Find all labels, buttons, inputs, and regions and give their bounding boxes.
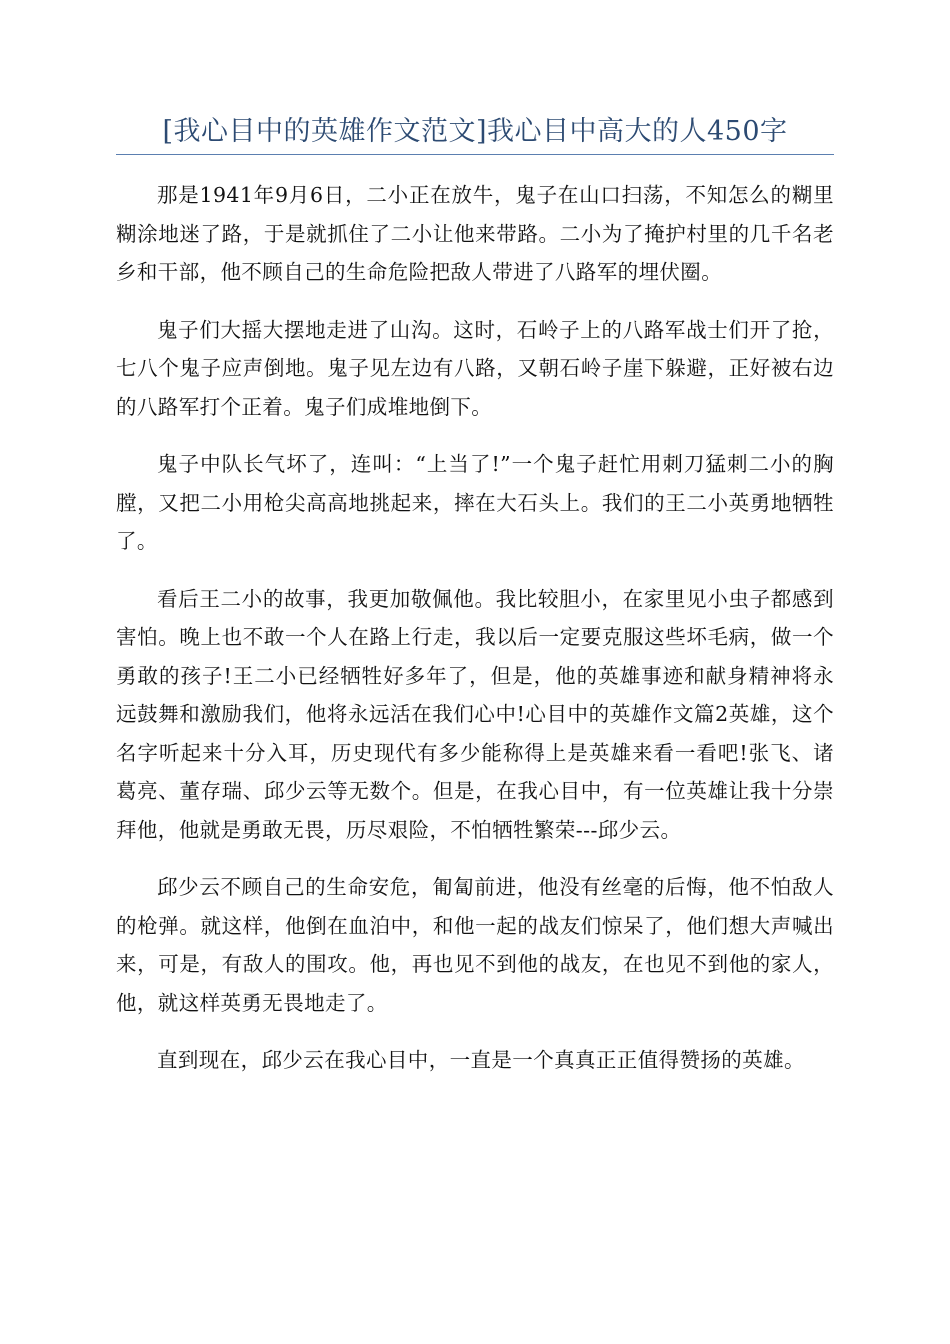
- paragraph-5: 邱少云不顾自己的生命安危，匍匐前进，他没有丝毫的后悔，他不怕敌人的枪弹。就这样，他倒在血泊中，和他一起的战友们惊呆了，他们想大声喊出来，可是，有敌人的围攻。他，再也见不到他的战友，在也见不到他的家人，他，就这样英勇无畏地走了。: [116, 875, 834, 1015]
- paragraph-2: 鬼子们大摇大摆地走进了山沟。这时，石岭子上的八路军战士们开了抢，七八个鬼子应声倒地。鬼子见左边有八路，又朝石岭子崖下躲避，正好被右边的八路军打个正着。鬼子们成堆地倒下。: [116, 317, 834, 419]
- paragraph-4: 看后王二小的故事，我更加敬佩他。我比较胆小，在家里见小虫子都感到害怕。晚上也不敢一个人在路上行走，我以后一定要克服这些坏毛病，做一个勇敢的孩子!王二小已经牺牲好多年了，但是，他的英雄事迹和献身精神将永远鼓舞和激励我们，他将永远活在我们心中!心目中的英雄作文篇2英雄，这个名字听起来十分入耳，历史现代有多少能称得上是英雄来看一看吧!张飞、诸葛亮、董存瑞、邱少云等无数个。但是，在我心目中，有一位英雄让我十分崇拜他，他就是勇敢无畏，历尽艰险，不怕牺牲繁荣---邱少云。: [116, 586, 834, 842]
- paragraph-1: 那是1941年9月6日，二小正在放牛，鬼子在山口扫荡，不知怎么的糊里糊涂地迷了路，于是就抓住了二小让他来带路。二小为了掩护村里的几千名老乡和干部，他不顾自己的生命危险把敌人带进了八路军的埋伏圈。: [116, 183, 834, 284]
- paragraph-3: 鬼子中队长气坏了，连叫：“上当了!”一个鬼子赶忙用刺刀猛刺二小的胸膛，又把二小用枪尖高高地挑起来，摔在大石头上。我们的王二小英勇地牺牲了。: [116, 452, 834, 553]
- title-underline: [116, 154, 834, 155]
- document-body: [116, 176, 834, 1099]
- document-title: [我心目中的英雄作文范文]我心目中高大的人450字: [162, 116, 788, 147]
- paragraph-6: 直到现在，邱少云在我心目中，一直是一个真真正正值得赞扬的英雄。: [157, 1048, 805, 1072]
